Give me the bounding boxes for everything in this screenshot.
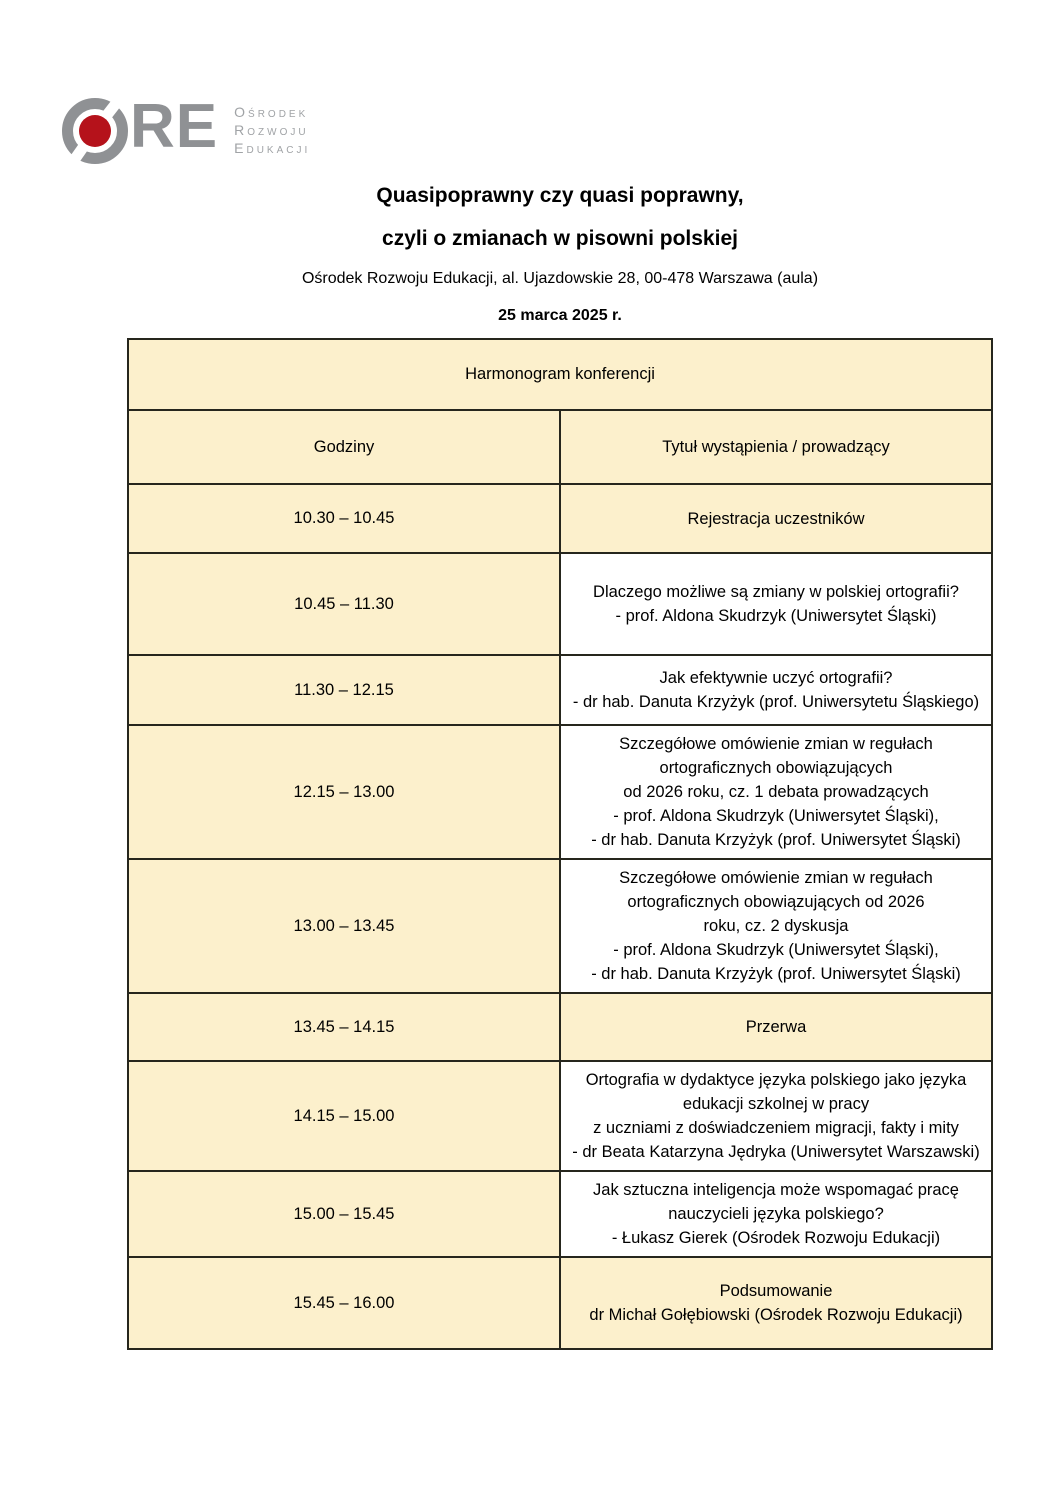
session-text-line: od 2026 roku, cz. 1 debata prowadzących xyxy=(623,783,929,801)
column-header-tytul: Tytuł wystąpienia / prowadzący xyxy=(560,410,992,484)
logo-word-line: Rozwoju xyxy=(234,122,309,138)
time-cell: 10.30 – 10.45 xyxy=(128,484,560,553)
session-cell xyxy=(560,1171,992,1257)
session-text-line: - Łukasz Gierek (Ośrodek Rozwoju Edukacji) xyxy=(611,1229,941,1247)
table-row xyxy=(128,725,992,859)
logo-word-line: Ośrodek xyxy=(234,104,309,120)
column-header-godziny: Godziny xyxy=(128,410,560,484)
session-text-line: Przerwa xyxy=(745,1018,807,1036)
logo-wordmark xyxy=(234,103,310,157)
table-row xyxy=(128,484,992,553)
session-text-line: - prof. Aldona Skudrzyk (Uniwersytet Śląski) xyxy=(615,607,937,625)
event-date: 25 marca 2025 r. xyxy=(498,307,622,324)
table-row xyxy=(128,1257,992,1349)
column-header-row xyxy=(128,410,992,484)
session-text-line: Jak efektywnie uczyć ortografii? xyxy=(659,669,893,687)
session-text-line: - dr hab. Danuta Krzyżyk (prof. Uniwersytet Śląski) xyxy=(591,831,961,849)
table-row xyxy=(128,993,992,1061)
time-cell: 15.45 – 16.00 xyxy=(128,1257,560,1349)
ore-logo xyxy=(62,92,311,164)
time-cell: 12.15 – 13.00 xyxy=(128,725,560,859)
session-cell xyxy=(560,484,992,553)
table-row xyxy=(128,1171,992,1257)
time-cell: 14.15 – 15.00 xyxy=(128,1061,560,1171)
session-text-line: Jak sztuczna inteligencja może wspomagać pracę nauczycieli języka polskiego? xyxy=(593,1181,959,1223)
session-text-line: Szczegółowe omówienie zmian w regułach ortograficznych obowiązujących od 2026 xyxy=(619,869,933,911)
session-text-line: - dr Beata Katarzyna Jędryka (Uniwersytet Warszawski) xyxy=(572,1143,980,1161)
session-text-line: Rejestracja uczestników xyxy=(687,509,865,528)
schedule-table xyxy=(127,338,993,1350)
session-text-line: - prof. Aldona Skudrzyk (Uniwersytet Śląski), xyxy=(613,807,939,825)
table-row xyxy=(128,859,992,993)
session-cell xyxy=(560,725,992,859)
session-cell xyxy=(560,1257,992,1349)
table-row xyxy=(128,655,992,725)
time-cell: 11.30 – 12.15 xyxy=(128,655,560,725)
session-text-line: - prof. Aldona Skudrzyk (Uniwersytet Śląski), xyxy=(613,941,939,959)
logo-letters: RE xyxy=(130,92,219,161)
time-cell: 13.00 – 13.45 xyxy=(128,859,560,993)
session-text-line: Dlaczego możliwe są zmiany w polskiej ortografii? xyxy=(593,583,959,601)
venue-address: Ośrodek Rozwoju Edukacji, al. Ujazdowskie 28, 00-478 Warszawa (aula) xyxy=(301,270,819,287)
table-row xyxy=(128,553,992,655)
session-cell xyxy=(560,859,992,993)
session-text-line: - dr hab. Danuta Krzyżyk (prof. Uniwersytetu Śląskiego) xyxy=(572,693,980,711)
session-cell xyxy=(560,993,992,1061)
table-row xyxy=(128,1061,992,1171)
time-cell: 13.45 – 14.15 xyxy=(128,993,560,1061)
logo-red-dot xyxy=(79,115,111,147)
logo-word-line: Edukacji xyxy=(234,140,311,156)
page-title-line2: czyli o zmianach w pisowni polskiej xyxy=(382,227,738,250)
page-title-line1: Quasipoprawny czy quasi poprawny, xyxy=(376,184,744,207)
ore-logo-icon xyxy=(62,98,128,164)
session-cell xyxy=(560,655,992,725)
session-text-line: roku, cz. 2 dyskusja xyxy=(703,917,849,935)
caption-row xyxy=(128,339,992,410)
session-cell xyxy=(560,1061,992,1171)
document-header xyxy=(127,184,993,325)
session-text-line: Szczegółowe omówienie zmian w regułach ortograficznych obowiązujących xyxy=(619,735,933,777)
time-cell: 10.45 – 11.30 xyxy=(128,553,560,655)
session-text-line: Ortografia w dydaktyce języka polskiego jako języka edukacji szkolnej w pracy xyxy=(585,1071,967,1113)
session-text-line: Podsumowanie xyxy=(719,1282,833,1300)
table-caption: Harmonogram konferencji xyxy=(128,339,992,410)
session-cell xyxy=(560,553,992,655)
session-text-line: - dr hab. Danuta Krzyżyk (prof. Uniwersytet Śląski) xyxy=(591,965,961,983)
session-text-line: z uczniami z doświadczeniem migracji, fakty i mity xyxy=(593,1119,959,1137)
time-cell: 15.00 – 15.45 xyxy=(128,1171,560,1257)
session-text-line: dr Michał Gołębiowski (Ośrodek Rozwoju Edukacji) xyxy=(589,1306,963,1324)
